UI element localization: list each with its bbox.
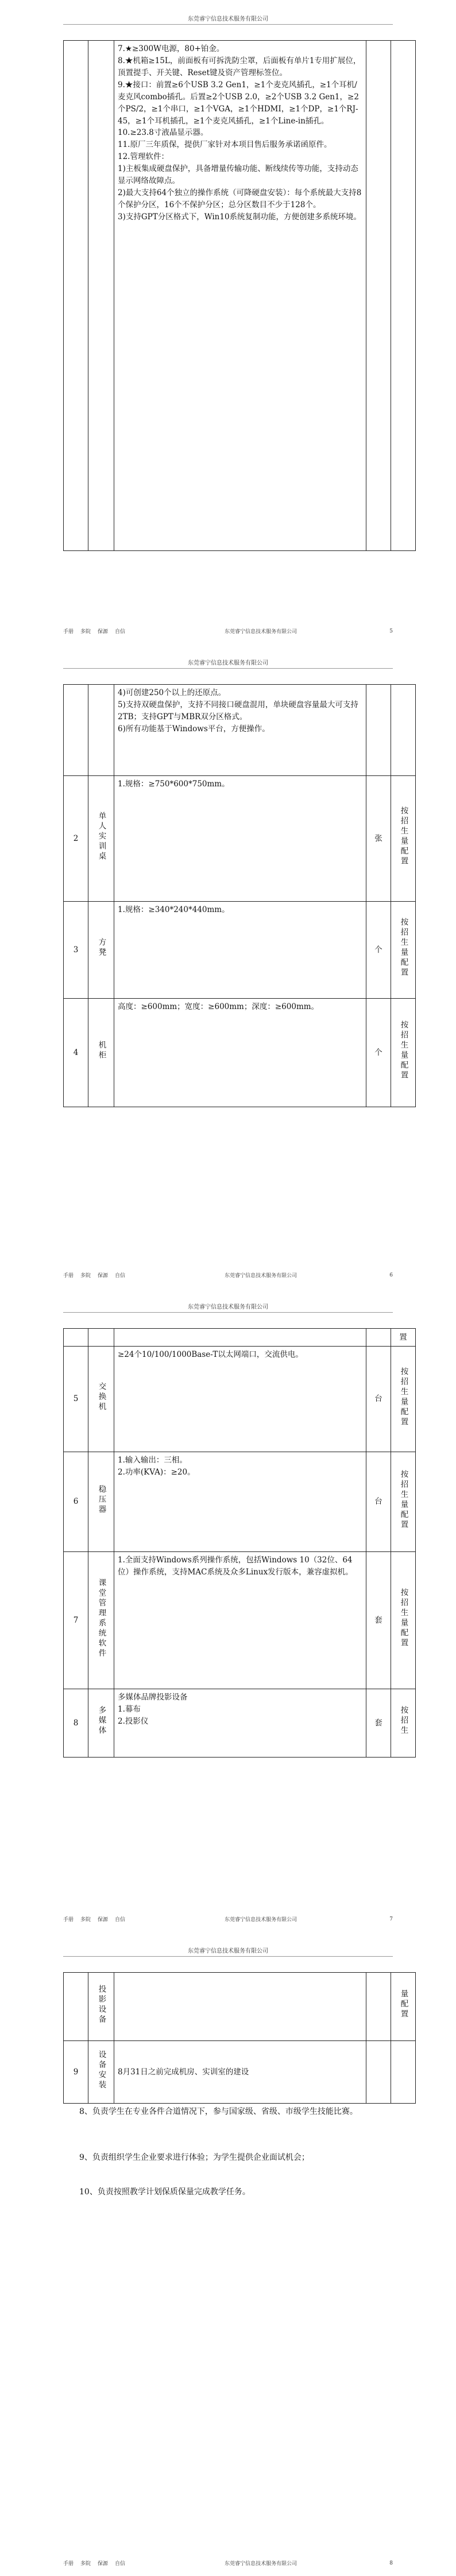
unit-cell: 张 (366, 776, 391, 902)
unit-cell: 台 (366, 1452, 391, 1552)
page-1 (0, 0, 456, 644)
page-number: 5 (389, 628, 393, 634)
unit-cell: 台 (366, 1347, 391, 1452)
paragraph: 9、负责组织学生企业要求进行体验；为学生提供企业面试机会； (79, 2153, 310, 2162)
table-row: 9 设备安装 8月31日之前完成机房、实训室的建设 (64, 2041, 416, 2104)
table-row: 2 单人实训桌 1.规格：≥750*600*750mm。 张 按招生量配置 (64, 776, 416, 902)
spec-cell: 高度：≥600mm；宽度：≥600mm；深度：≥600mm。 (114, 999, 366, 1107)
item-name: 单人实训桌 (96, 811, 106, 862)
table-row (64, 1973, 416, 2041)
page-footer: 手册 多院 保源 自信 东莞睿宁信息技术服务有限公司 7 (63, 1916, 393, 1923)
page-footer: 手册 多院 保源 自信 东莞睿宁信息技术服务有限公司 5 (63, 628, 393, 635)
page-header: 东莞睿宁信息技术服务有限公司 (63, 658, 393, 669)
unit-cell: 个 (366, 999, 391, 1107)
note-cell: 按招生量配置 (399, 1021, 408, 1081)
spec-table (63, 1972, 416, 2104)
note-cell: 置 (391, 1329, 416, 1347)
page-3 (0, 1288, 456, 1932)
table-row: 4 机柜 高度：≥600mm；宽度：≥600mm；深度：≥600mm。 个 按招生量配置 (64, 999, 416, 1107)
page-header: 东莞睿宁信息技术服务有限公司 (63, 1302, 393, 1313)
table-row: 6 稳压器 1.输入输出：三相。 2.功率(KVA)：≥20。 台 按招生量配置 (64, 1452, 416, 1552)
note-cell: 按招生量配置 (399, 918, 408, 979)
page-footer: 手册 多院 保源 自信 东莞睿宁信息技术服务有限公司 8 (63, 2560, 393, 2567)
page-header: 东莞睿宁信息技术服务有限公司 (63, 1946, 393, 1957)
table-row: 8 多媒体 多媒体品牌投影设备 1.幕布 2.投影仪 套 按招生 (64, 1689, 416, 1758)
spec-cell: 8月31日之前完成机房、实训室的建设 (114, 2041, 366, 2104)
table-row (64, 685, 416, 776)
spec-cell: 1.全面支持Windows系列操作系统，包括Windows 10（32位、64位）操作系统，支持MAC系统及众多Linux发行版本，兼容虚拟机。 (114, 1552, 366, 1689)
page-number: 7 (389, 1916, 393, 1922)
spec-cell: 1.输入输出：三相。 2.功率(KVA)：≥20。 (114, 1452, 366, 1552)
page-number: 8 (389, 2560, 393, 2566)
page-2 (0, 644, 456, 1288)
paragraph: 10、负责按照教学计划保质保量完成教学任务。 (79, 2187, 250, 2197)
item-name: 稳压器 (96, 1484, 106, 1515)
table-row: 7 课堂管理系统软件 1.全面支持Windows系列操作系统，包括Windows 10（32位、64位）操作系统，支持MAC系统及众多Linux发行版本，兼容虚拟机。 套 按招生量配置 (64, 1552, 416, 1689)
item-name: 多媒体 (96, 1706, 106, 1736)
note-cell: 按招生量配置 (399, 1367, 408, 1427)
unit-cell: 套 (366, 1552, 391, 1689)
footer-company: 东莞睿宁信息技术服务有限公司 (225, 1273, 297, 1279)
table-row: 5 交换机 ≥24个10/100/1000Base-T以太网端口，交流供电。 台 按招生量配置 (64, 1347, 416, 1452)
page-4 (0, 1932, 456, 2576)
note-cell: 按招生量配置 (399, 806, 408, 867)
page-number: 6 (389, 1272, 393, 1278)
item-name: 机柜 (96, 1041, 106, 1061)
note-cell: 按招生 (399, 1706, 408, 1736)
spec-cell: ≥24个10/100/1000Base-T以太网端口，交流供电。 (114, 1347, 366, 1452)
item-name: 设备安装 (96, 2050, 106, 2090)
page-header: 东莞睿宁信息技术服务有限公司 (63, 14, 393, 25)
page-footer: 手册 多院 保源 自信 东莞睿宁信息技术服务有限公司 6 (63, 1272, 393, 1279)
unit-cell: 个 (366, 902, 391, 999)
item-name: 交换机 (96, 1382, 106, 1413)
footer-company: 东莞睿宁信息技术服务有限公司 (225, 629, 297, 635)
unit-cell: 套 (366, 1689, 391, 1758)
note-cell: 按招生量配置 (399, 1588, 408, 1649)
table-row (64, 1329, 416, 1347)
footer-company: 东莞睿宁信息技术服务有限公司 (225, 1917, 297, 1923)
spec-cell: 多媒体品牌投影设备 1.幕布 2.投影仪 (114, 1689, 366, 1758)
spec-table (63, 40, 416, 551)
spec-cell: 7.★≥300W电源，80+铂金。 8.★机箱≥15L，前面板有可拆洗防尘罩，后面板有单片1专用扩展位，顶置提手、开关键、Reset键及资产管理标签位。 9.★接口：前置≥6个USB 3.2 Gen1，≥1个麦克风插孔，≥1个耳机/麦克风combo插孔。后置≥2个USB 2.0，≥2个USB 3.2 Gen1，≥2个PS/2，≥1个串口，≥1个VGA，≥1个HDMI，≥1个DP，≥1个RJ-45，≥1个耳机插孔，≥1个麦克风插孔，≥1个Line-in插孔。 10.≥23.8寸液晶显示器。 11.原厂三年质保，提供厂家针对本项目售后服务承诺函原件。 12.管理软件： 1)主板集成硬盘保护，具备增量传输功能、断线续传等功能，支持动态显示网络故障点。 2)最大支持64个独立的操作系统（可降硬盘安装）：每个系统最大支持8个保护分区，16个不保护分区；总分区数目不少于128个。 3)支持GPT分区格式下，Win10系统复制功能，方便创建多系统环境。 (114, 41, 366, 551)
spec-table (63, 684, 416, 1107)
paragraph: 8、负责学生在专业各件合道情况下，参与国家级、省级、市级学生技能比赛。 (79, 2107, 358, 2116)
spec-table (63, 1328, 416, 1758)
item-name: 方凳 (96, 938, 106, 959)
note-cell: 按招生量配置 (399, 1469, 408, 1530)
item-name: 课堂管理系统软件 (96, 1578, 106, 1659)
table-row: 3 方凳 1.规格：≥340*240*440mm。 个 按招生量配置 (64, 902, 416, 999)
spec-cell: 4)可创建250个以上的还原点。 5)支持双硬盘保护，支持不同接口硬盘混用，单块硬盘容量最大可支持2TB；支持GPT与MBR双分区格式。 6)所有功能基于Windows平台，方便操作。 (114, 685, 366, 776)
item-name: 投影设备 (96, 1984, 106, 2025)
note-cell: 量配置 (399, 1989, 408, 2020)
table-row (64, 41, 416, 551)
footer-company: 东莞睿宁信息技术服务有限公司 (225, 2561, 297, 2567)
spec-cell: 1.规格：≥340*240*440mm。 (114, 902, 366, 999)
spec-cell: 1.规格：≥750*600*750mm。 (114, 776, 366, 902)
